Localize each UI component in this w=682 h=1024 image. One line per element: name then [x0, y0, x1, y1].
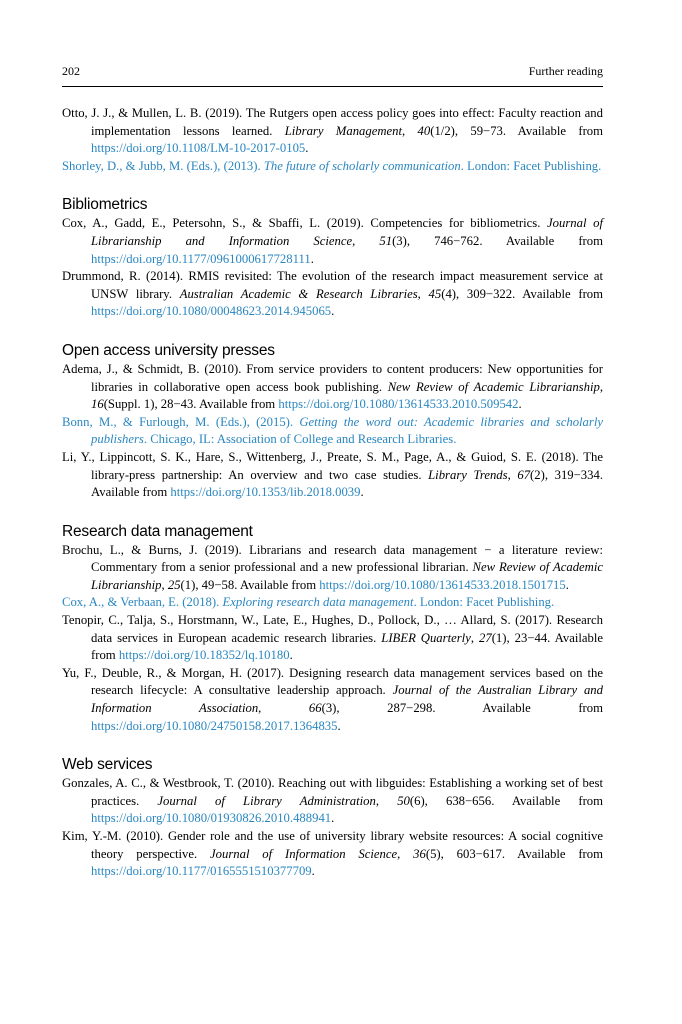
reference-text: (5), 603−617. Available from: [425, 846, 603, 861]
running-title: Further reading: [528, 64, 603, 78]
reference-list: [62, 105, 603, 881]
reference-text: Kim, Y.-M. (2010). Gender role and the use of university library website resources: A social cognitive theory perspective.: [62, 829, 603, 861]
reference-text: ,: [417, 286, 429, 301]
reference-text: Li, Y., Lippincott, S. K., Hare, S., Wittenberg, J., Preate, S. M., Page, A., & Guiod, S. E. (2018). The library-press partnership: An overview and two case studies.: [62, 449, 603, 482]
reference-text: Shorley, D., & Jubb, M. (Eds.), (2013).: [62, 158, 264, 173]
reference-text: .: [305, 141, 309, 156]
reference-entry: [62, 665, 603, 735]
reference-entry: [62, 105, 603, 158]
italic-title: Australian Academic & Research Libraries: [179, 286, 418, 301]
doi-link[interactable]: https://doi.org/10.1177/0961000617728111: [91, 251, 311, 266]
reference-text: Gonzales, A. C., & Westbrook, T. (2010). Reaching out with libguides: Establishing a working set of best practices.: [62, 776, 603, 808]
reference-text: ,: [397, 846, 414, 861]
reference-text: (1), 49−58. Available from: [180, 577, 320, 592]
italic-title: New Review of Academic Librarianship: [387, 379, 600, 394]
reference-section: [62, 522, 603, 736]
reference-text: . Chicago, IL: Association of College and Research Libraries.: [143, 432, 457, 447]
reference-text: (Suppl. 1), 28−43. Available from: [103, 397, 279, 412]
reference-text: ,: [375, 793, 398, 808]
reference-text: ,: [402, 123, 418, 138]
reference-text: .: [337, 718, 341, 733]
italic-title: Library Management: [284, 123, 403, 138]
reference-text: Adema, J., & Schmidt, B. (2010). From service providers to content producers: New opportunities for libraries in collaborative open access book publishing.: [62, 361, 603, 394]
italic-title: LIBER Quarterly: [381, 630, 471, 645]
reference-entry: [62, 361, 603, 414]
italic-title: Journal of Librarianship and Information Science: [91, 216, 604, 248]
italic-title: The future of scholarly communication: [263, 158, 461, 173]
italic-title: New Review of Academic Librarianship: [91, 560, 603, 592]
italic-title: 40: [417, 123, 431, 138]
section-heading: Research data management: [62, 522, 253, 540]
reference-text: Yu, F., Deuble, R., & Morgan, H. (2017). Designing research data management services based on the research lifecycle: A consultative leadership approach.: [62, 665, 603, 698]
reference-text: Brochu, L., & Burns, J. (2019). Librarians and research data management − a literature review: Commentary from a senior professional and a new professional librarian.: [62, 542, 603, 575]
italic-title: 50: [397, 793, 410, 808]
italic-title: 66: [308, 701, 322, 716]
reference-entry: [62, 612, 603, 665]
italic-title: Journal of Library Administration: [157, 793, 376, 808]
reference-section: [62, 341, 603, 502]
reference-text: .: [310, 251, 314, 266]
doi-link[interactable]: https://doi.org/10.1108/LM-10-2017-0105: [91, 141, 306, 156]
doi-link[interactable]: https://doi.org/10.1177/0165551510377709: [91, 864, 312, 879]
header-rule: [62, 86, 603, 87]
reference-text: .: [311, 864, 315, 879]
reference-text: (1), 23−44. Available from: [91, 630, 604, 663]
section-heading: Bibliometrics: [62, 196, 148, 214]
running-header: [62, 64, 603, 80]
reference-text: (3), 746−762. Available from: [392, 233, 603, 248]
reference-text: .: [518, 397, 522, 412]
reference-text: .: [360, 485, 364, 500]
reference-text: (6), 638−656. Available from: [409, 793, 604, 808]
section-heading: Open access university presses: [62, 341, 275, 359]
reference-text: ,: [470, 630, 480, 645]
reference-text: Otto, J. J., & Mullen, L. B. (2019). The Rutgers open access policy goes into effect: Faculty reaction and implementation lessons learned.: [62, 106, 603, 138]
reference-text: .: [331, 811, 335, 826]
italic-title: 25: [167, 577, 181, 592]
reference-entry: [62, 449, 603, 502]
reference-entry: [62, 775, 603, 828]
reference-text: Cox, A., & Verbaan, E. (2018).: [62, 595, 223, 610]
doi-link[interactable]: https://doi.org/10.1080/00048623.2014.945065: [91, 304, 332, 319]
doi-link[interactable]: https://doi.org/10.18352/lq.10180: [118, 648, 290, 663]
reference-text: . London: Facet Publishing.: [413, 595, 555, 610]
reference-text: ,: [599, 379, 603, 394]
reference-text: ,: [161, 577, 168, 592]
italic-title: Getting the word out: Academic libraries and scholarly publishers: [91, 414, 603, 447]
reference-text: Drummond, R. (2014). RMIS revisited: The evolution of the research impact measurement service at UNSW library.: [62, 269, 603, 301]
italic-title: 36: [413, 846, 426, 861]
reference-text: ,: [352, 233, 380, 248]
reference-text: Tenopir, C., Talja, S., Horstmann, W., Late, E., Hughes, D., Pollock, D., … Allard, S. (2017). Research data services in European academic research libraries.: [62, 613, 603, 645]
reference-text: ,: [507, 467, 518, 482]
italic-title: Library Trends: [428, 467, 508, 482]
reference-section: [62, 755, 603, 881]
italic-title: 67: [517, 467, 531, 482]
italic-title: Journal of Information Science: [210, 846, 398, 861]
italic-title: 27: [479, 630, 492, 645]
reference-text: (3), 287−298. Available from: [321, 701, 603, 716]
reference-text: ,: [258, 701, 309, 716]
reference-section: [62, 105, 603, 175]
reference-text: .: [331, 304, 335, 319]
reference-text: (4), 309−322. Available from: [441, 286, 604, 301]
doi-link[interactable]: https://doi.org/10.1080/13614533.2018.1501715: [319, 577, 566, 592]
italic-title: 16: [91, 397, 104, 412]
reference-text: .: [289, 648, 293, 663]
italic-title: Journal of the Australian Library and Information Association: [91, 683, 603, 716]
reference-text: (2), 319−334. Available from: [91, 467, 604, 500]
italic-title: Exploring research data management: [222, 595, 414, 610]
doi-link[interactable]: https://doi.org/10.1080/01930826.2010.488941: [91, 811, 332, 826]
page-number: 202: [62, 64, 80, 78]
doi-link[interactable]: https://doi.org/10.1353/lib.2018.0039: [170, 485, 361, 500]
reference-entry: [62, 542, 603, 595]
reference-text: Cox, A., Gadd, E., Petersohn, S., & Sbaffi, L. (2019). Competencies for bibliometrics.: [62, 216, 548, 231]
reference-text: Bonn, M., & Furlough, M. (Eds.), (2015).: [62, 414, 300, 429]
reference-text: .: [565, 577, 569, 592]
reference-text: (1/2), 59−73. Available from: [430, 123, 604, 138]
reference-entry: [62, 268, 603, 321]
italic-title: 45: [428, 286, 442, 301]
section-heading: Web services: [62, 756, 153, 774]
reference-entry-link[interactable]: [62, 158, 603, 176]
reference-entry: [62, 828, 603, 881]
reference-entry-link[interactable]: [62, 594, 603, 612]
reference-text: . London: Facet Publishing.: [460, 158, 602, 173]
reference-entry-link[interactable]: [62, 414, 603, 449]
reference-section: [62, 195, 603, 321]
doi-link[interactable]: https://doi.org/10.1080/13614533.2010.509542: [278, 397, 519, 412]
doi-link[interactable]: https://doi.org/10.1080/24750158.2017.1364835: [91, 718, 338, 733]
reference-entry: [62, 215, 603, 268]
italic-title: 51: [379, 233, 393, 248]
